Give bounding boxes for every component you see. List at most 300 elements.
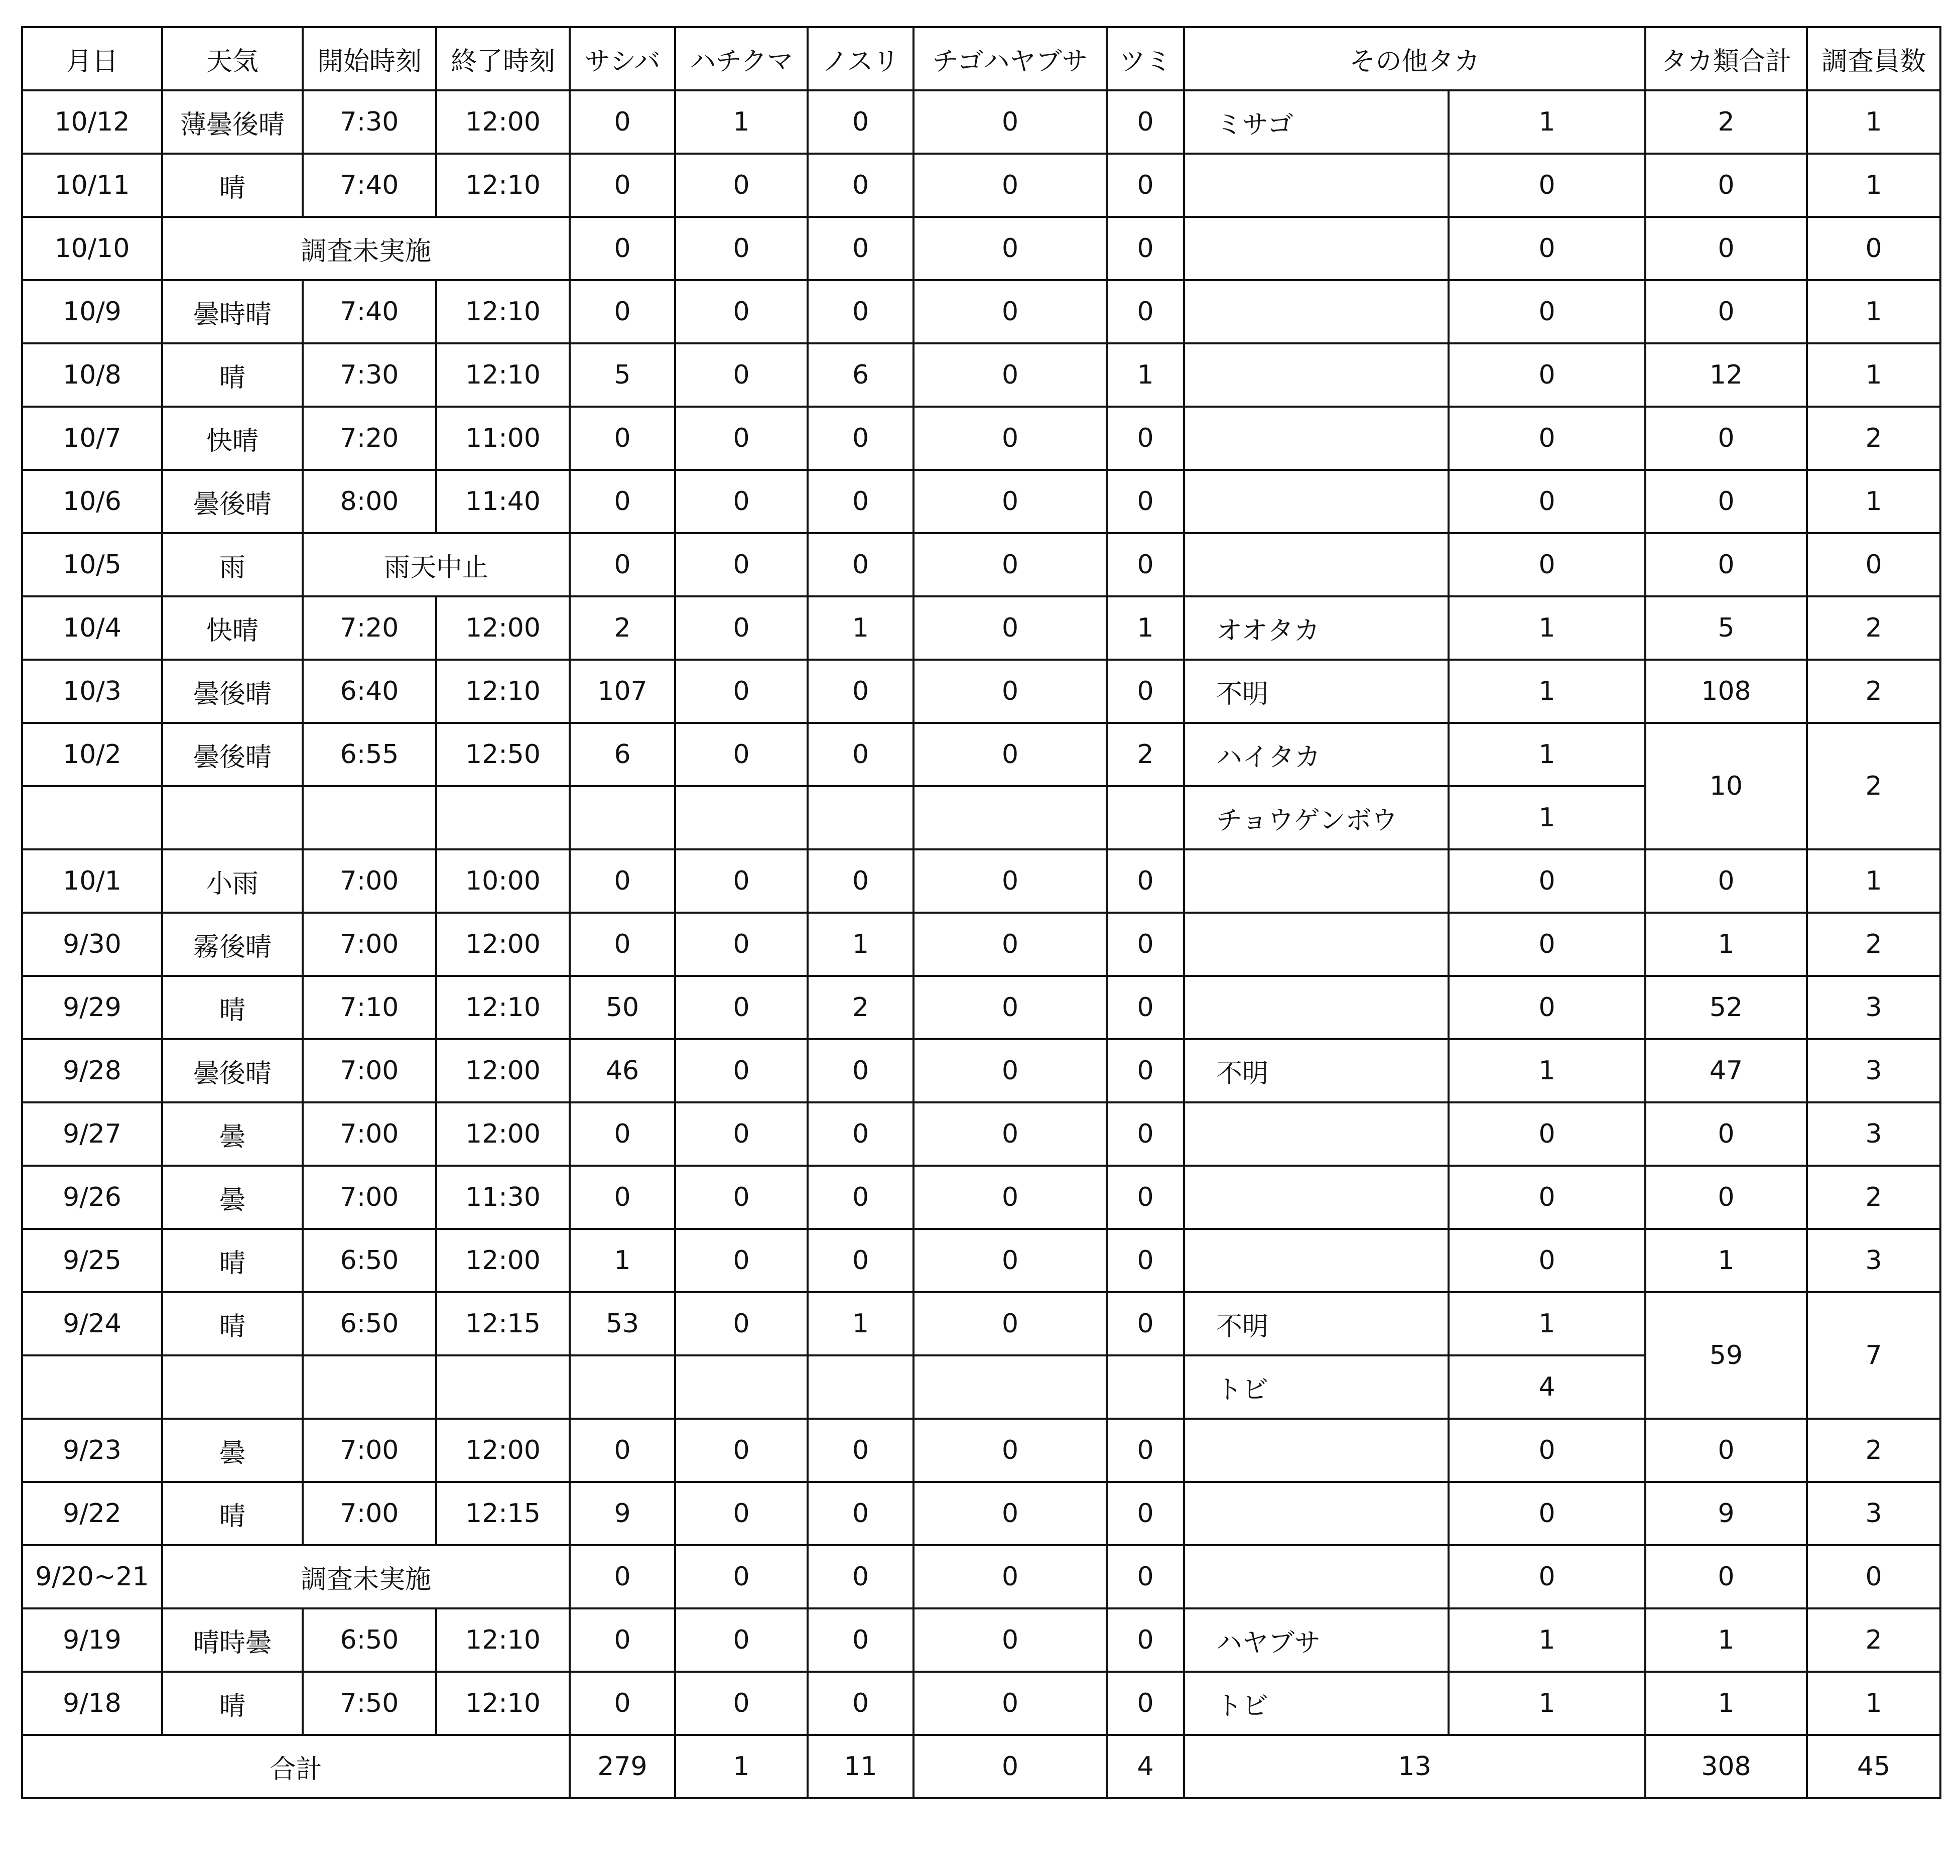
hawk-total-cell: 1 <box>1645 1672 1807 1735</box>
weather-cell: 晴 <box>162 976 303 1039</box>
end-time-cell: 12:10 <box>436 343 570 407</box>
other-hawk-count-cell: 0 <box>1449 1419 1645 1482</box>
date-cell: 10/8 <box>22 343 162 407</box>
other-hawk-count-cell: 1 <box>1449 1672 1645 1735</box>
start-time-cell: 6:40 <box>303 660 436 723</box>
sashiba-cell: 0 <box>570 470 675 533</box>
sashiba-cell: 9 <box>570 1482 675 1545</box>
surveyors-cell: 1 <box>1807 343 1940 407</box>
other-hawk-name-cell <box>1184 407 1449 470</box>
table-row <box>22 217 1940 280</box>
other-hawk-count-cell: 1 <box>1449 596 1645 660</box>
sashiba-cell-empty <box>570 1355 675 1419</box>
other-hawk-count-cell: 0 <box>1449 343 1645 407</box>
other-hawk-count-cell: 0 <box>1449 280 1645 343</box>
chigohayabusa-cell: 0 <box>913 217 1107 280</box>
other-hawk-count-cell: 1 <box>1449 1039 1645 1102</box>
surveyors-cell: 1 <box>1807 280 1940 343</box>
sashiba-cell: 0 <box>570 280 675 343</box>
start-time-cell: 8:00 <box>303 470 436 533</box>
chigohayabusa-cell: 0 <box>913 1545 1107 1608</box>
sashiba-cell: 0 <box>570 1419 675 1482</box>
start-time-cell-empty <box>303 1355 436 1419</box>
end-time-cell: 12:50 <box>436 723 570 786</box>
hachikuma-cell: 0 <box>675 1166 808 1229</box>
table-row <box>22 1292 1940 1355</box>
hawk-total-cell: 9 <box>1645 1482 1807 1545</box>
nosuri-cell: 0 <box>808 533 913 596</box>
tsumi-cell-empty <box>1107 786 1184 849</box>
chigohayabusa-cell: 0 <box>913 976 1107 1039</box>
hawk-total-cell: 0 <box>1645 407 1807 470</box>
surveyors-cell: 1 <box>1807 90 1940 154</box>
start-time-cell: 7:30 <box>303 343 436 407</box>
header-weather: 天気 <box>162 27 303 90</box>
table-row <box>22 533 1940 596</box>
table-row <box>22 849 1940 913</box>
start-time-cell: 6:50 <box>303 1292 436 1355</box>
date-cell: 10/4 <box>22 596 162 660</box>
hachikuma-cell: 0 <box>675 1545 808 1608</box>
tsumi-cell: 2 <box>1107 723 1184 786</box>
table-row <box>22 1102 1940 1166</box>
tsumi-cell: 0 <box>1107 1039 1184 1102</box>
weather-cell: 快晴 <box>162 596 303 660</box>
other-hawk-name-cell <box>1184 154 1449 217</box>
tsumi-cell-empty <box>1107 1355 1184 1419</box>
hawk-total-cell: 0 <box>1645 217 1807 280</box>
chigohayabusa-cell: 0 <box>913 470 1107 533</box>
start-time-cell: 7:40 <box>303 154 436 217</box>
hawk-total-cell: 0 <box>1645 154 1807 217</box>
start-time-cell: 7:00 <box>303 1166 436 1229</box>
end-time-cell: 12:10 <box>436 660 570 723</box>
other-hawk-name-cell <box>1184 343 1449 407</box>
hawk-total-cell: 108 <box>1645 660 1807 723</box>
tsumi-cell: 0 <box>1107 1102 1184 1166</box>
chigohayabusa-cell: 0 <box>913 1292 1107 1355</box>
table-row <box>22 1672 1940 1735</box>
chigohayabusa-cell: 0 <box>913 280 1107 343</box>
date-cell: 10/2 <box>22 723 162 786</box>
table-row <box>22 154 1940 217</box>
weather-cell: 曇後晴 <box>162 470 303 533</box>
other-hawk-count-cell: 0 <box>1449 1102 1645 1166</box>
table-row <box>22 1229 1940 1292</box>
header-row <box>22 27 1940 90</box>
chigohayabusa-cell: 0 <box>913 533 1107 596</box>
weather-cell: 曇後晴 <box>162 660 303 723</box>
date-cell: 9/25 <box>22 1229 162 1292</box>
hachikuma-cell: 0 <box>675 1102 808 1166</box>
tsumi-cell: 0 <box>1107 1419 1184 1482</box>
tsumi-cell: 0 <box>1107 1482 1184 1545</box>
nosuri-cell: 0 <box>808 660 913 723</box>
end-time-cell: 12:10 <box>436 1672 570 1735</box>
other-hawk-name-cell: ハヤブサ <box>1184 1608 1449 1672</box>
weather-cell-empty <box>162 1355 303 1419</box>
nosuri-cell: 0 <box>808 1229 913 1292</box>
date-cell: 9/22 <box>22 1482 162 1545</box>
sashiba-cell: 0 <box>570 154 675 217</box>
chigohayabusa-cell: 0 <box>913 1166 1107 1229</box>
sashiba-cell: 0 <box>570 407 675 470</box>
chigohayabusa-cell: 0 <box>913 723 1107 786</box>
date-cell: 10/9 <box>22 280 162 343</box>
other-hawk-name-cell: ハイタカ <box>1184 723 1449 786</box>
chigohayabusa-cell-empty <box>913 1355 1107 1419</box>
table-row <box>22 1166 1940 1229</box>
other-hawk-count-cell: 1 <box>1449 1608 1645 1672</box>
weather-cell: 晴 <box>162 154 303 217</box>
chigohayabusa-cell: 0 <box>913 1039 1107 1102</box>
tsumi-cell: 0 <box>1107 217 1184 280</box>
note-cell: 調査未実施 <box>162 217 570 280</box>
date-cell: 9/26 <box>22 1166 162 1229</box>
nosuri-cell: 0 <box>808 1419 913 1482</box>
sashiba-cell: 0 <box>570 849 675 913</box>
chigohayabusa-cell: 0 <box>913 596 1107 660</box>
surveyors-cell: 2 <box>1807 913 1940 976</box>
other-hawk-name-cell: ミサゴ <box>1184 90 1449 154</box>
end-time-cell: 12:10 <box>436 154 570 217</box>
nosuri-cell: 0 <box>808 849 913 913</box>
sashiba-cell: 107 <box>570 660 675 723</box>
end-time-cell: 10:00 <box>436 849 570 913</box>
other-hawk-count-cell: 1 <box>1449 660 1645 723</box>
table-row <box>22 407 1940 470</box>
tsumi-cell: 0 <box>1107 849 1184 913</box>
chigohayabusa-cell: 0 <box>913 1482 1107 1545</box>
chigohayabusa-cell-empty <box>913 786 1107 849</box>
date-cell: 10/11 <box>22 154 162 217</box>
hachikuma-cell-empty <box>675 786 808 849</box>
end-time-cell: 12:10 <box>436 976 570 1039</box>
weather-cell: 晴 <box>162 1672 303 1735</box>
surveyors-cell: 3 <box>1807 976 1940 1039</box>
tsumi-cell: 0 <box>1107 407 1184 470</box>
header-nosuri: ノスリ <box>808 27 913 90</box>
tsumi-cell: 0 <box>1107 280 1184 343</box>
start-time-cell: 6:50 <box>303 1229 436 1292</box>
start-time-cell: 7:20 <box>303 407 436 470</box>
end-time-cell: 12:00 <box>436 1102 570 1166</box>
date-cell: 9/19 <box>22 1608 162 1672</box>
surveyors-cell: 2 <box>1807 596 1940 660</box>
date-cell: 9/27 <box>22 1102 162 1166</box>
other-hawk-count-cell: 0 <box>1449 849 1645 913</box>
other-hawk-name-cell: 不明 <box>1184 660 1449 723</box>
hawk-total-cell: 10 <box>1645 723 1807 849</box>
weather-cell-empty <box>162 786 303 849</box>
sashiba-cell-empty <box>570 786 675 849</box>
nosuri-cell: 0 <box>808 280 913 343</box>
nosuri-cell: 1 <box>808 913 913 976</box>
other-hawk-name-cell <box>1184 849 1449 913</box>
weather-cell: 霧後晴 <box>162 913 303 976</box>
other-hawk-name-cell <box>1184 533 1449 596</box>
hawk-total-cell: 0 <box>1645 533 1807 596</box>
totals-label: 合計 <box>22 1735 570 1798</box>
end-time-cell-empty <box>436 1355 570 1419</box>
hachikuma-cell: 0 <box>675 1292 808 1355</box>
hawk-total-cell: 0 <box>1645 1419 1807 1482</box>
table-row <box>22 280 1940 343</box>
header-chigohayabusa: チゴハヤブサ <box>913 27 1107 90</box>
header-date: 月日 <box>22 27 162 90</box>
hachikuma-cell: 0 <box>675 723 808 786</box>
start-time-cell: 7:00 <box>303 1102 436 1166</box>
weather-cell: 小雨 <box>162 849 303 913</box>
hachikuma-cell: 0 <box>675 1039 808 1102</box>
weather-cell: 曇後晴 <box>162 723 303 786</box>
chigohayabusa-cell: 0 <box>913 1229 1107 1292</box>
hawk-total-cell: 47 <box>1645 1039 1807 1102</box>
total-tsumi: 4 <box>1107 1735 1184 1798</box>
start-time-cell: 7:00 <box>303 1482 436 1545</box>
date-cell: 9/23 <box>22 1419 162 1482</box>
hawk-total-cell: 1 <box>1645 1229 1807 1292</box>
end-time-cell: 12:10 <box>436 280 570 343</box>
chigohayabusa-cell: 0 <box>913 1672 1107 1735</box>
other-hawk-count-cell: 0 <box>1449 1482 1645 1545</box>
hachikuma-cell: 0 <box>675 533 808 596</box>
date-cell: 10/7 <box>22 407 162 470</box>
other-hawk-name-cell <box>1184 470 1449 533</box>
hawk-total-cell: 5 <box>1645 596 1807 660</box>
hachikuma-cell-empty <box>675 1355 808 1419</box>
other-hawk-name-cell <box>1184 1545 1449 1608</box>
end-time-cell: 12:00 <box>436 1419 570 1482</box>
surveyors-cell: 2 <box>1807 407 1940 470</box>
chigohayabusa-cell: 0 <box>913 913 1107 976</box>
sashiba-cell: 0 <box>570 533 675 596</box>
chigohayabusa-cell: 0 <box>913 1419 1107 1482</box>
table-row <box>22 1608 1940 1672</box>
hachikuma-cell: 0 <box>675 280 808 343</box>
surveyors-cell: 1 <box>1807 849 1940 913</box>
total-chigohayabusa: 0 <box>913 1735 1107 1798</box>
surveyors-cell: 7 <box>1807 1292 1940 1419</box>
nosuri-cell: 0 <box>808 1166 913 1229</box>
surveyors-cell: 1 <box>1807 1672 1940 1735</box>
start-time-cell: 6:55 <box>303 723 436 786</box>
end-time-cell: 12:10 <box>436 1608 570 1672</box>
other-hawk-name-cell <box>1184 976 1449 1039</box>
hachikuma-cell: 0 <box>675 660 808 723</box>
surveyors-cell: 1 <box>1807 154 1940 217</box>
weather-cell: 雨 <box>162 533 303 596</box>
tsumi-cell: 0 <box>1107 1672 1184 1735</box>
date-cell: 10/6 <box>22 470 162 533</box>
hachikuma-cell: 0 <box>675 849 808 913</box>
nosuri-cell-empty <box>808 786 913 849</box>
hawk-total-cell: 0 <box>1645 1166 1807 1229</box>
date-cell: 10/3 <box>22 660 162 723</box>
sashiba-cell: 0 <box>570 217 675 280</box>
tsumi-cell: 1 <box>1107 596 1184 660</box>
hawk-total-cell: 59 <box>1645 1292 1807 1419</box>
end-time-cell: 11:00 <box>436 407 570 470</box>
surveyors-cell: 1 <box>1807 470 1940 533</box>
date-cell: 10/10 <box>22 217 162 280</box>
surveyors-cell: 0 <box>1807 533 1940 596</box>
weather-cell: 曇後晴 <box>162 1039 303 1102</box>
end-time-cell: 12:00 <box>436 1039 570 1102</box>
hawk-migration-table <box>21 26 1941 1799</box>
other-hawk-name-cell: トビ <box>1184 1355 1449 1419</box>
other-hawk-count-cell: 0 <box>1449 1166 1645 1229</box>
surveyors-cell: 3 <box>1807 1229 1940 1292</box>
start-time-cell: 7:00 <box>303 1419 436 1482</box>
other-hawk-count-cell: 0 <box>1449 913 1645 976</box>
date-cell: 9/20~21 <box>22 1545 162 1608</box>
hachikuma-cell: 0 <box>675 913 808 976</box>
end-time-cell: 12:00 <box>436 913 570 976</box>
other-hawk-count-cell: 1 <box>1449 1292 1645 1355</box>
chigohayabusa-cell: 0 <box>913 660 1107 723</box>
hachikuma-cell: 0 <box>675 596 808 660</box>
weather-cell: 晴時曇 <box>162 1608 303 1672</box>
hachikuma-cell: 0 <box>675 217 808 280</box>
hachikuma-cell: 0 <box>675 407 808 470</box>
total-nosuri: 11 <box>808 1735 913 1798</box>
nosuri-cell: 2 <box>808 976 913 1039</box>
hawk-total-cell: 0 <box>1645 470 1807 533</box>
date-cell: 10/1 <box>22 849 162 913</box>
start-time-cell: 7:00 <box>303 913 436 976</box>
date-cell: 9/28 <box>22 1039 162 1102</box>
nosuri-cell: 0 <box>808 1102 913 1166</box>
other-hawk-name-cell: オオタカ <box>1184 596 1449 660</box>
other-hawk-name-cell: 不明 <box>1184 1292 1449 1355</box>
tsumi-cell: 0 <box>1107 913 1184 976</box>
weather-cell: 薄曇後晴 <box>162 90 303 154</box>
header-end-time: 終了時刻 <box>436 27 570 90</box>
sashiba-cell: 2 <box>570 596 675 660</box>
start-time-cell: 7:30 <box>303 90 436 154</box>
weather-cell: 晴 <box>162 1482 303 1545</box>
surveyors-cell: 2 <box>1807 1608 1940 1672</box>
nosuri-cell: 1 <box>808 1292 913 1355</box>
tsumi-cell: 1 <box>1107 343 1184 407</box>
sashiba-cell: 5 <box>570 343 675 407</box>
start-time-cell: 6:50 <box>303 1608 436 1672</box>
tsumi-cell: 0 <box>1107 1166 1184 1229</box>
table-row <box>22 976 1940 1039</box>
other-hawk-count-cell: 0 <box>1449 533 1645 596</box>
note-cell: 調査未実施 <box>162 1545 570 1608</box>
end-time-cell: 11:30 <box>436 1166 570 1229</box>
surveyors-cell: 3 <box>1807 1039 1940 1102</box>
chigohayabusa-cell: 0 <box>913 1102 1107 1166</box>
nosuri-cell: 0 <box>808 723 913 786</box>
header-hawk-total: タカ類合計 <box>1645 27 1807 90</box>
other-hawk-count-cell: 0 <box>1449 407 1645 470</box>
other-hawk-name-cell: チョウゲンボウ <box>1184 786 1449 849</box>
header-other-hawks: その他タカ <box>1184 27 1645 90</box>
surveyors-cell: 3 <box>1807 1482 1940 1545</box>
tsumi-cell: 0 <box>1107 1229 1184 1292</box>
other-hawk-name-cell <box>1184 1229 1449 1292</box>
hachikuma-cell: 1 <box>675 90 808 154</box>
hawk-total-cell: 52 <box>1645 976 1807 1039</box>
tsumi-cell: 0 <box>1107 90 1184 154</box>
total-hachikuma: 1 <box>675 1735 808 1798</box>
chigohayabusa-cell: 0 <box>913 154 1107 217</box>
hawk-total-cell: 1 <box>1645 1608 1807 1672</box>
other-hawk-count-cell: 0 <box>1449 1229 1645 1292</box>
surveyors-cell: 0 <box>1807 1545 1940 1608</box>
hachikuma-cell: 0 <box>675 343 808 407</box>
table-row <box>22 723 1940 786</box>
hachikuma-cell: 0 <box>675 1229 808 1292</box>
sashiba-cell: 0 <box>570 913 675 976</box>
surveyors-cell: 3 <box>1807 1102 1940 1166</box>
weather-cell: 晴 <box>162 343 303 407</box>
other-hawk-name-cell <box>1184 913 1449 976</box>
other-hawk-count-cell: 0 <box>1449 1545 1645 1608</box>
hachikuma-cell: 0 <box>675 1608 808 1672</box>
hawk-total-cell: 0 <box>1645 1545 1807 1608</box>
nosuri-cell: 0 <box>808 154 913 217</box>
chigohayabusa-cell: 0 <box>913 343 1107 407</box>
tsumi-cell: 0 <box>1107 470 1184 533</box>
date-cell: 9/18 <box>22 1672 162 1735</box>
other-hawk-name-cell: 不明 <box>1184 1039 1449 1102</box>
tsumi-cell: 0 <box>1107 1545 1184 1608</box>
weather-cell: 曇 <box>162 1102 303 1166</box>
table-row <box>22 1039 1940 1102</box>
hawk-total-cell: 12 <box>1645 343 1807 407</box>
table-row <box>22 343 1940 407</box>
date-cell: 10/5 <box>22 533 162 596</box>
table-row <box>22 1482 1940 1545</box>
sashiba-cell: 0 <box>570 1608 675 1672</box>
total-other-hawks: 13 <box>1184 1735 1645 1798</box>
end-time-cell: 12:00 <box>436 90 570 154</box>
note-cell: 雨天中止 <box>303 533 570 596</box>
sashiba-cell: 1 <box>570 1229 675 1292</box>
end-time-cell: 12:00 <box>436 596 570 660</box>
hachikuma-cell: 0 <box>675 470 808 533</box>
weather-cell: 快晴 <box>162 407 303 470</box>
chigohayabusa-cell: 0 <box>913 849 1107 913</box>
nosuri-cell: 0 <box>808 1039 913 1102</box>
start-time-cell: 7:40 <box>303 280 436 343</box>
nosuri-cell: 0 <box>808 470 913 533</box>
surveyors-cell: 2 <box>1807 660 1940 723</box>
nosuri-cell: 0 <box>808 1672 913 1735</box>
start-time-cell: 7:10 <box>303 976 436 1039</box>
other-hawk-count-cell: 0 <box>1449 154 1645 217</box>
surveyors-cell: 0 <box>1807 217 1940 280</box>
date-cell-empty <box>22 1355 162 1419</box>
table-row <box>22 1545 1940 1608</box>
other-hawk-name-cell: トビ <box>1184 1672 1449 1735</box>
sashiba-cell: 0 <box>570 1672 675 1735</box>
chigohayabusa-cell: 0 <box>913 407 1107 470</box>
nosuri-cell: 0 <box>808 217 913 280</box>
other-hawk-name-cell <box>1184 217 1449 280</box>
surveyors-cell: 2 <box>1807 1166 1940 1229</box>
nosuri-cell: 6 <box>808 343 913 407</box>
weather-cell: 晴 <box>162 1229 303 1292</box>
hawk-total-cell: 1 <box>1645 913 1807 976</box>
weather-cell: 曇 <box>162 1419 303 1482</box>
other-hawk-count-cell: 4 <box>1449 1355 1645 1419</box>
nosuri-cell: 0 <box>808 90 913 154</box>
